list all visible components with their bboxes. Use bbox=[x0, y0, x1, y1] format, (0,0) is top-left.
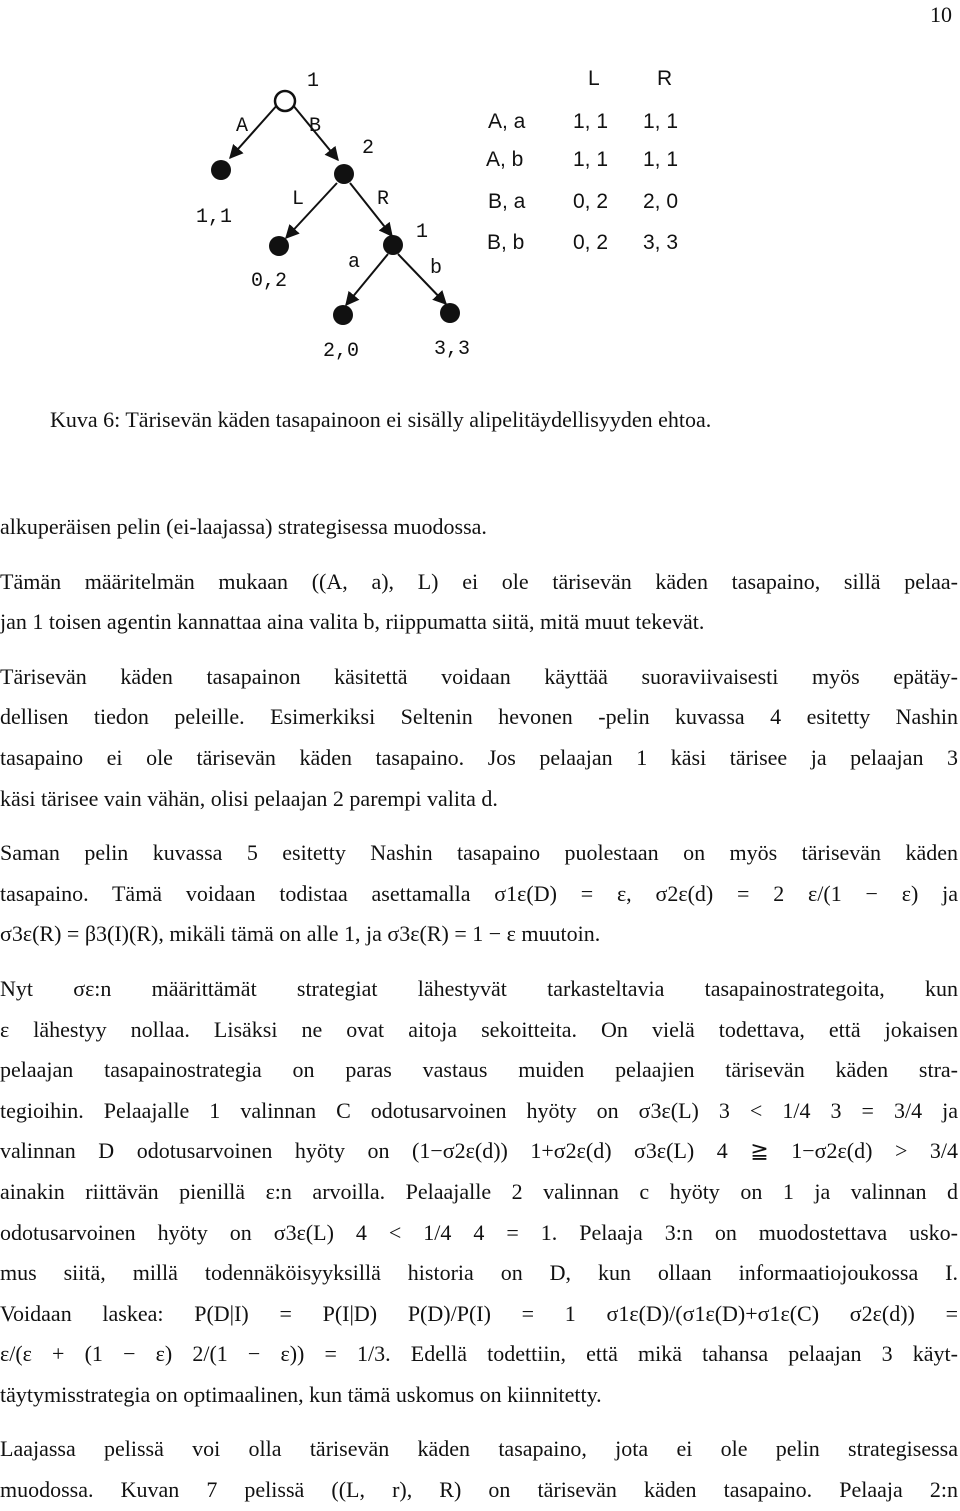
table-cell: 0, 2 bbox=[573, 231, 609, 254]
table-cell: 2, 0 bbox=[643, 190, 679, 213]
table-row-label: B, b bbox=[487, 231, 525, 254]
payoff-A: 1,1 bbox=[196, 206, 233, 229]
paragraph bbox=[0, 562, 958, 643]
payoff-a: 2,0 bbox=[323, 340, 360, 363]
table-cell: 1, 1 bbox=[573, 110, 609, 133]
text-line: valinnan D odotusarvoinen hyöty on (1−σ2ε(d)) 1+σ2ε(d) σ3ε(L) 4 ≧ 1−σ2ε(d) > 3/4 bbox=[0, 1138, 958, 1164]
figure-caption: Kuva 6: Tärisevän käden tasapainoon ei sisälly alipelitäydellisyyden ehtoa. bbox=[50, 407, 712, 432]
text-line: ε lähestyy nollaa. Lisäksi ne ovat aitoja sekoitteita. On vielä todettava, että jokaisen bbox=[0, 1016, 958, 1042]
edge-L-label: L bbox=[292, 188, 305, 211]
text-line: Voidaan laskea: P(D|I) = P(I|D) P(D)/P(I) = 1 σ1ε(D)/(σ1ε(D)+σ1ε(C) σ2ε(d)) = bbox=[0, 1300, 958, 1326]
body-text bbox=[0, 507, 958, 1511]
paragraph bbox=[0, 657, 958, 819]
text-line: täytymisstrategia on optimaalinen, kun tämä uskomus on kiinnitetty. bbox=[0, 1381, 602, 1407]
terminal-node-A bbox=[211, 160, 231, 180]
table-row-label: A, b bbox=[486, 148, 524, 171]
edge-a-label: a bbox=[348, 251, 361, 274]
table-row-label: B, a bbox=[488, 190, 526, 213]
table-cell: 0, 2 bbox=[573, 190, 609, 213]
player2-node bbox=[334, 164, 354, 184]
text-line: tegioihin. Pelaajalle 1 valinnan C odotusarvoinen hyöty on σ3ε(L) 3 < 1/4 3 = 3/4 ja bbox=[0, 1097, 958, 1123]
text-line: tasapaino. Tämä voidaan todistaa asettamalla σ1ε(D) = ε, σ2ε(d) = 2 ε/(1 − ε) ja bbox=[0, 880, 958, 906]
text-line: dellisen tiedon peleille. Esimerkiksi Seltenin hevonen -pelin kuvassa 4 esitetty Nashin bbox=[0, 704, 958, 730]
text-line: odotusarvoinen hyöty on σ3ε(L) 4 < 1/4 4 = 1. Pelaaja 3:n on muodostettava usko- bbox=[0, 1219, 958, 1245]
paragraph bbox=[0, 1429, 958, 1510]
edge-B-label: B bbox=[309, 115, 322, 138]
player-1b-label: 1 bbox=[416, 221, 429, 244]
page-number: 10 bbox=[930, 2, 952, 27]
edge-R-label: R bbox=[377, 188, 390, 211]
text-line: Laajassa pelissä voi olla tärisevän käden tasapaino, jota ei ole pelin strategisessa bbox=[0, 1436, 958, 1462]
table-cell: 1, 1 bbox=[643, 110, 679, 133]
edge-A-label: A bbox=[236, 115, 249, 138]
paragraph bbox=[0, 969, 958, 1416]
text-line: σ3ε(R) = β3(I)(R), mikäli tämä on alle 1, ja σ3ε(R) = 1 − ε muutoin. bbox=[0, 921, 601, 947]
paragraph bbox=[0, 507, 958, 548]
table-cell: 3, 3 bbox=[643, 231, 679, 254]
paragraph bbox=[0, 833, 958, 955]
table-cell: 1, 1 bbox=[573, 148, 609, 171]
edge-b-label: b bbox=[430, 257, 443, 280]
payoff-b: 3,3 bbox=[434, 338, 471, 361]
text-line: mus siitä, millä todennäköisyyksillä historia on D, kun ollaan informaatiojoukossa I. bbox=[0, 1260, 958, 1286]
terminal-node-b bbox=[440, 303, 460, 323]
game-tree-figure bbox=[0, 0, 960, 380]
text-line: Nyt σε:n määrittämät strategiat lähestyvät tarkasteltavia tasapainostrategoita, kun bbox=[0, 975, 958, 1001]
player1-second-node bbox=[383, 235, 403, 255]
root-player-label: 1 bbox=[307, 70, 320, 93]
text-line: alkuperäisen pelin (ei-laajassa) strategisessa muodossa. bbox=[0, 514, 487, 539]
text-line: käsi tärisee vain vähän, olisi pelaajan 2 parempi valita d. bbox=[0, 785, 498, 811]
text-line: Tämän määritelmän mukaan ((A, a), L) ei ole tärisevän käden tasapaino, sillä pelaa- bbox=[0, 568, 958, 594]
table-cell: 1, 1 bbox=[643, 148, 679, 171]
text-line: jan 1 toisen agentin kannattaa aina valita b, riippumatta siitä, mitä muut tekevät. bbox=[0, 609, 705, 635]
terminal-node-L bbox=[269, 236, 289, 256]
text-line: ε/(ε + (1 − ε) 2/(1 − ε)) = 1/3. Edellä todettiin, että mikä tahansa pelaajan 3 käyt- bbox=[0, 1341, 958, 1367]
player-2-label: 2 bbox=[362, 137, 375, 160]
root-node bbox=[275, 91, 295, 111]
text-line: Tärisevän käden tasapainon käsitettä voidaan käyttää suoraviivaisesti myös epätäy- bbox=[0, 663, 958, 689]
terminal-node-a bbox=[333, 305, 353, 325]
payoff-L: 0,2 bbox=[251, 270, 288, 293]
text-line: pelaajan tasapainostrategia on paras vastaus muiden pelaajien tärisevän käden stra- bbox=[0, 1057, 958, 1083]
table-row-label: A, a bbox=[488, 110, 526, 133]
text-line: muodossa. Kuvan 7 pelissä ((L, r), R) on tärisevän käden tasapaino. Pelaaja 2:n bbox=[0, 1477, 958, 1503]
table-col-header-L: L bbox=[588, 67, 600, 90]
text-line: ainakin riittävän pienillä ε:n arvoilla. Pelaajalle 2 valinnan c hyöty on 1 ja valinnan d bbox=[0, 1178, 958, 1204]
text-line: tasapaino ei ole tärisevän käden tasapaino. Jos pelaajan 1 käsi tärisee ja pelaajan 3 bbox=[0, 744, 958, 770]
text-line: Saman pelin kuvassa 5 esitetty Nashin tasapaino puolestaan on myös tärisevän käden bbox=[0, 840, 958, 866]
table-col-header-R: R bbox=[657, 67, 673, 90]
